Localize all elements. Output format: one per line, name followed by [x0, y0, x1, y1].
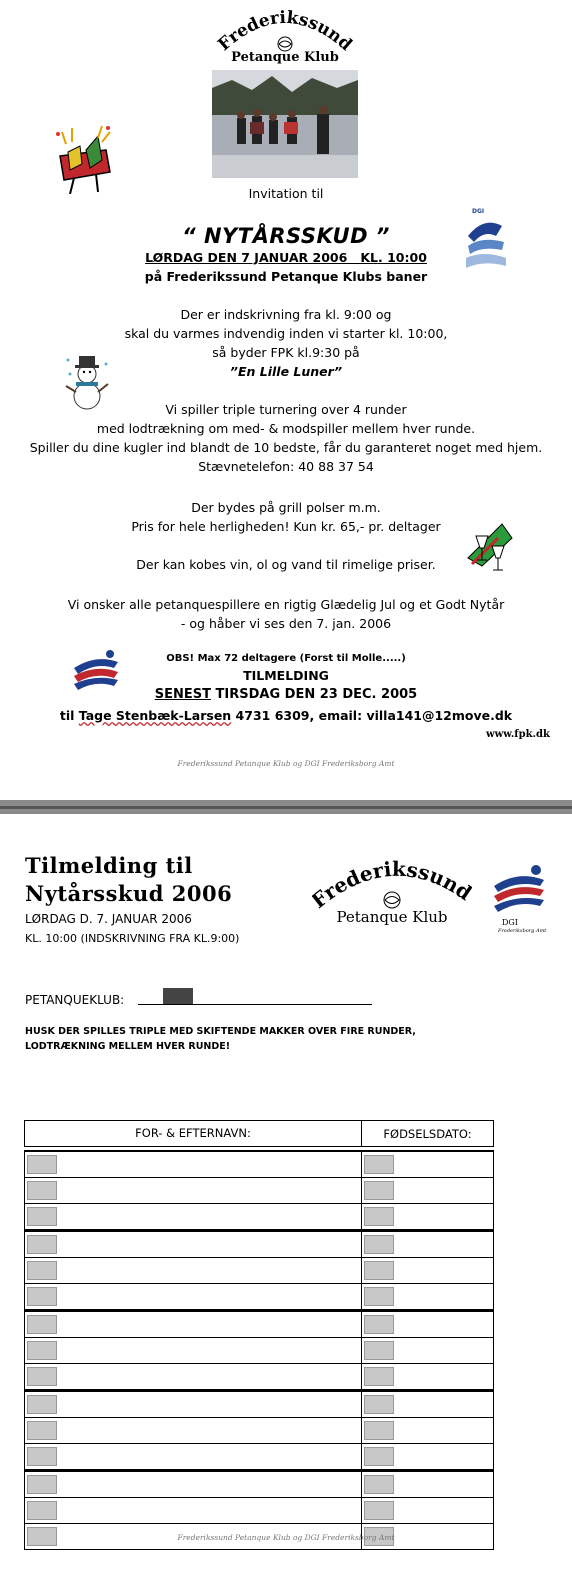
registration-time: KL. 10:00 (INDSKRIVNING FRA KL.9:00) — [25, 932, 240, 945]
name-input[interactable] — [27, 1395, 57, 1414]
dob-cell[interactable] — [362, 1232, 493, 1257]
tournament-line-2: med lodtrækning om med- & modspiller mellem hver runde. — [96, 421, 476, 436]
name-cell[interactable] — [25, 1284, 362, 1309]
name-input[interactable] — [27, 1261, 57, 1280]
table-row — [24, 1390, 494, 1418]
club-field-label: PETANQUEKLUB: — [25, 993, 125, 1007]
svg-text:Frederikssund — [214, 8, 355, 55]
name-input[interactable] — [27, 1315, 57, 1334]
name-input[interactable] — [27, 1447, 57, 1466]
website-link[interactable]: www.fpk.dk — [486, 729, 550, 740]
registration-footer: Frederikssund Petanque Klub og DGI Frederiksborg Amt — [177, 1533, 395, 1542]
invitation-intro: Invitation til — [248, 186, 324, 201]
event-date: LØRDAG DEN 7 JANUAR 2006 KL. 10:00 — [145, 250, 427, 265]
rules-note-line-1: HUSK DER SPILLES TRIPLE MED SKIFTENDE MAKKER OVER FIRE RUNDER, — [25, 1026, 416, 1037]
name-input[interactable] — [27, 1155, 57, 1174]
dob-input[interactable] — [364, 1261, 394, 1280]
col-name-header: FOR- & EFTERNAVN: — [25, 1121, 362, 1146]
dob-cell[interactable] — [362, 1178, 493, 1203]
checkin-line-3: så byder FPK kl.9:30 på — [212, 345, 360, 360]
dgi-form-sublabel: Frederiksborg Amt — [498, 928, 547, 934]
name-input[interactable] — [27, 1235, 57, 1254]
table-row — [24, 1418, 494, 1444]
name-input[interactable] — [27, 1341, 57, 1360]
checkin-treat: ”En Lille Luner” — [229, 364, 343, 379]
name-cell[interactable] — [25, 1392, 362, 1417]
dob-cell[interactable] — [362, 1312, 493, 1337]
club-logo-arc-text: Frederikssund — [214, 7, 356, 56]
table-row — [24, 1284, 494, 1310]
table-row — [24, 1498, 494, 1524]
registration-title-line-1: Tilmelding til — [25, 853, 193, 878]
table-header — [24, 1120, 494, 1147]
name-input[interactable] — [27, 1287, 57, 1306]
dob-cell[interactable] — [362, 1364, 493, 1389]
club-field-row — [25, 989, 124, 1008]
dob-input[interactable] — [364, 1501, 394, 1520]
name-cell[interactable] — [25, 1232, 362, 1257]
name-cell[interactable] — [25, 1178, 362, 1203]
dob-input[interactable] — [364, 1155, 394, 1174]
dob-cell[interactable] — [362, 1258, 493, 1283]
dob-input[interactable] — [364, 1181, 394, 1200]
club-logo-name: Petanque Klub — [231, 50, 339, 65]
paragraph-tournament — [0, 400, 572, 476]
deadline-date: TIRSDAG DEN 23 DEC. 2005 — [211, 687, 418, 702]
name-cell[interactable] — [25, 1312, 362, 1337]
dob-input[interactable] — [364, 1341, 394, 1360]
paragraph-greeting — [0, 595, 572, 633]
dob-input[interactable] — [364, 1447, 394, 1466]
deadline-line — [0, 687, 572, 702]
name-input[interactable] — [27, 1207, 57, 1226]
table-row — [24, 1230, 494, 1258]
dob-cell[interactable] — [362, 1418, 493, 1443]
name-input[interactable] — [27, 1501, 57, 1520]
table-row — [24, 1470, 494, 1498]
dob-cell[interactable] — [362, 1338, 493, 1363]
name-input[interactable] — [27, 1367, 57, 1386]
dgi-small-label: DGI — [472, 208, 485, 215]
tournament-phone: Stævnetelefon: 40 88 37 54 — [198, 459, 374, 474]
col-dob-header: FØDSELSDATO: — [383, 1126, 472, 1141]
name-cell[interactable] — [25, 1338, 362, 1363]
dob-cell[interactable] — [362, 1392, 493, 1417]
club-logo-form-arc-text: rederikssun — [318, 856, 464, 905]
food-price: Pris for hele herligheden! Kun kr. 65,- pr. deltager — [131, 519, 441, 534]
table-row — [24, 1204, 494, 1230]
name-cell[interactable] — [25, 1152, 362, 1177]
dob-input[interactable] — [364, 1475, 394, 1494]
greeting-line-1: Vi onsker alle petanquespillere en rigtig Glædelig Jul og et Godt Nytår — [67, 597, 505, 612]
tilmelding-heading: TILMELDING — [243, 668, 329, 683]
registration-title — [25, 852, 232, 908]
food-line-1: Der bydes på grill polser m.m. — [191, 500, 381, 515]
name-cell[interactable] — [25, 1498, 362, 1523]
table-row — [24, 1444, 494, 1470]
dob-cell[interactable] — [362, 1444, 493, 1469]
contact-name: Tage Stenbæk-Larsen — [78, 708, 232, 723]
name-cell[interactable] — [25, 1364, 362, 1389]
greeting-line-2: - og håber vi ses den 7. jan. 2006 — [180, 616, 392, 631]
club-field-input[interactable] — [138, 989, 372, 1005]
registration-title-line-2: Nytårsskud 2006 — [25, 881, 233, 906]
name-cell[interactable] — [25, 1472, 362, 1497]
invitation-footer: Frederikssund Petanque Klub og DGI Frederiksborg Amt — [177, 759, 395, 768]
table-body — [24, 1150, 494, 1550]
table-row — [24, 1338, 494, 1364]
name-cell[interactable] — [25, 1444, 362, 1469]
dob-input[interactable] — [364, 1395, 394, 1414]
table-row — [24, 1258, 494, 1284]
dob-cell[interactable] — [362, 1498, 493, 1523]
club-logo-form-name: Petanque Klub — [336, 908, 448, 926]
dob-cell[interactable] — [362, 1284, 493, 1309]
name-input[interactable] — [27, 1475, 57, 1494]
deadline-senest: SENEST — [154, 687, 211, 702]
drinks-line: Der kan kobes vin, ol og vand til rimelige priser. — [136, 557, 436, 572]
dob-input[interactable] — [364, 1367, 394, 1386]
table-row — [24, 1178, 494, 1204]
dob-input[interactable] — [364, 1421, 394, 1440]
rules-note-line-2: LODTRÆKNING MELLEM HVER RUNDE! — [25, 1041, 231, 1052]
name-input[interactable] — [27, 1181, 57, 1200]
obs-notice: OBS! Max 72 deltagere (Forst til Molle.....) — [166, 653, 406, 664]
rules-note — [25, 1024, 416, 1054]
tournament-line-1: Vi spiller triple turnering over 4 runder — [165, 402, 407, 417]
registration-date: LØRDAG D. 7. JANUAR 2006 — [25, 912, 192, 926]
table-row — [24, 1364, 494, 1390]
table-row — [24, 1310, 494, 1338]
dob-cell[interactable] — [362, 1152, 493, 1177]
name-input[interactable] — [27, 1421, 57, 1440]
petanque-photo — [212, 70, 358, 178]
event-title: “ NYTÅRSSKUD ” — [182, 224, 390, 248]
page-divider-shadow — [0, 806, 572, 809]
name-cell[interactable] — [25, 1258, 362, 1283]
dgi-form-label: DGI — [502, 918, 518, 927]
contact-line — [0, 708, 572, 723]
checkin-line-1: Der er indskrivning fra kl. 9:00 og — [180, 307, 392, 322]
dob-input[interactable] — [364, 1207, 394, 1226]
table-row — [24, 1150, 494, 1178]
contact-prefix: til — [59, 708, 79, 723]
tournament-line-3: Spiller du dine kugler ind blandt de 10 bedste, får du garanteret noget med hjem. — [29, 440, 543, 455]
checkin-line-2: skal du varmes indvendig inden vi starter kl. 10:00, — [124, 326, 448, 341]
registration-table — [24, 1120, 494, 1550]
dob-input[interactable] — [364, 1287, 394, 1306]
name-cell[interactable] — [25, 1418, 362, 1443]
name-cell[interactable] — [25, 1204, 362, 1229]
contact-details: 4731 6309, email: villa141@12move.dk — [231, 708, 513, 723]
dgi-logo-form — [490, 862, 548, 936]
dob-cell[interactable] — [362, 1204, 493, 1229]
dob-cell[interactable] — [362, 1472, 493, 1497]
svg-text:Frederikssund — [312, 857, 472, 913]
dob-input[interactable] — [364, 1315, 394, 1334]
dob-input[interactable] — [364, 1235, 394, 1254]
event-venue: på Frederikssund Petanque Klubs baner — [144, 269, 428, 284]
